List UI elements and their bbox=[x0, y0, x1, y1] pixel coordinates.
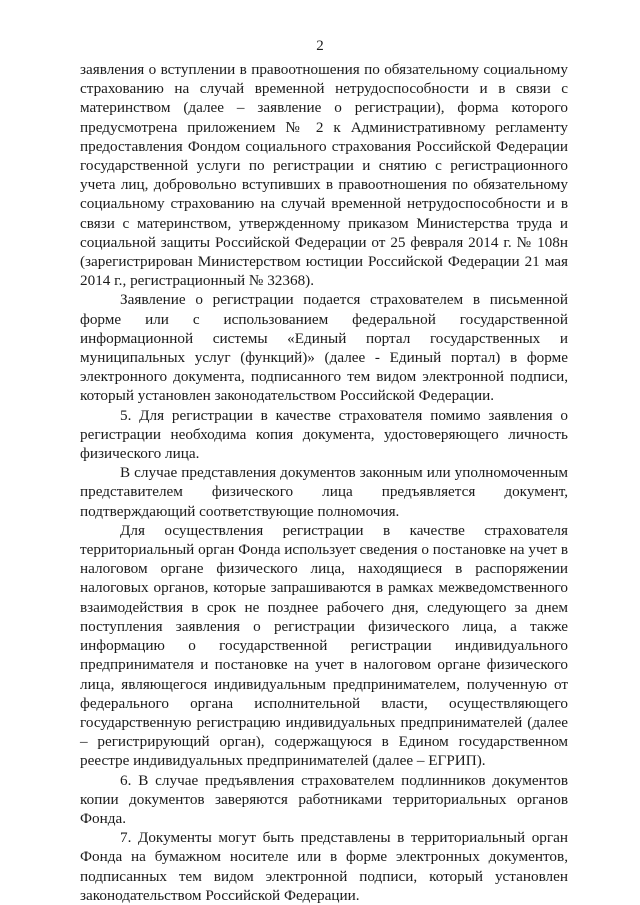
paragraph-submission-form: Заявление о регистрации подается страхователем в письменной форме или с использованием федеральной государственной информационной системы «Единый портал государственных и муниципальных услуг (функций)» (далее - Единый портал) в форме электронного документа, подписанного тем видом электронной подписи, который установлен законодательством Российской Федерации. bbox=[80, 291, 568, 405]
paragraph-item-5: 5. Для регистрации в качестве страхователя помимо заявления о регистрации необходима копия документа, удостоверяющего личность физического лица. bbox=[80, 406, 568, 463]
paragraph-registration-application: заявления о вступлении в правоотношения по обязательному социальному страхованию на случай временной нетрудоспособности и в связи с материнством (далее – заявление о регистрации), форма которого предусмотрена приложением № 2 к Административному регламенту предоставления Фондом социального страхования Российской Федерации государственной услуги по регистрации и снятию с регистрационного учета лиц, добровольно вступивших в правоотношения по обязательному социальному страхованию на случай временной нетрудоспособности и в связи с материнством, утвержденному приказом Министерства труда и социальной защиты Российской Федерации от 25 февраля 2014 г. № 108н (зарегистрирован Министерством юстиции Российской Федерации 21 мая 2014 г., регистрационный № 32368). bbox=[80, 61, 568, 290]
document-body bbox=[80, 60, 568, 905]
paragraph-interagency-info: Для осуществления регистрации в качестве страхователя территориальный орган Фонда использует сведения о постановке на учет в налоговом органе физического лица, находящиеся в распоряжении налоговых органов, которые запрашиваются в рамках межведомственного взаимодействия в срок не позднее рабочего дня, следующего за днем поступления заявления о регистрации физического лица, а также информацию о государственной регистрации индивидуального предпринимателя и постановке на учет в налоговом органе физического лица, являющегося индивидуальным предпринимателем, полученную от федерального органа исполнительной власти, осуществляющего государственную регистрацию индивидуальных предпринимателей (далее – регистрирующий орган), содержащуюся в Едином государственном реестре индивидуальных предпринимателей (далее – ЕГРИП). bbox=[80, 521, 568, 770]
paragraph-item-7: 7. Документы могут быть представлены в территориальный орган Фонда на бумажном носителе или в форме электронных документов, подписанных тем видом электронной подписи, который установлен законодательством Российской Федерации. bbox=[80, 829, 568, 904]
paragraph-representative: В случае представления документов законным или уполномоченным представителем физического лица предъявляется документ, подтверждающий соответствующие полномочия. bbox=[80, 464, 568, 520]
page-number: 2 bbox=[316, 38, 324, 54]
paragraph-item-6: 6. В случае предъявления страхователем подлинников документов копии документов заверяются работниками территориальных органов Фонда. bbox=[80, 771, 568, 827]
